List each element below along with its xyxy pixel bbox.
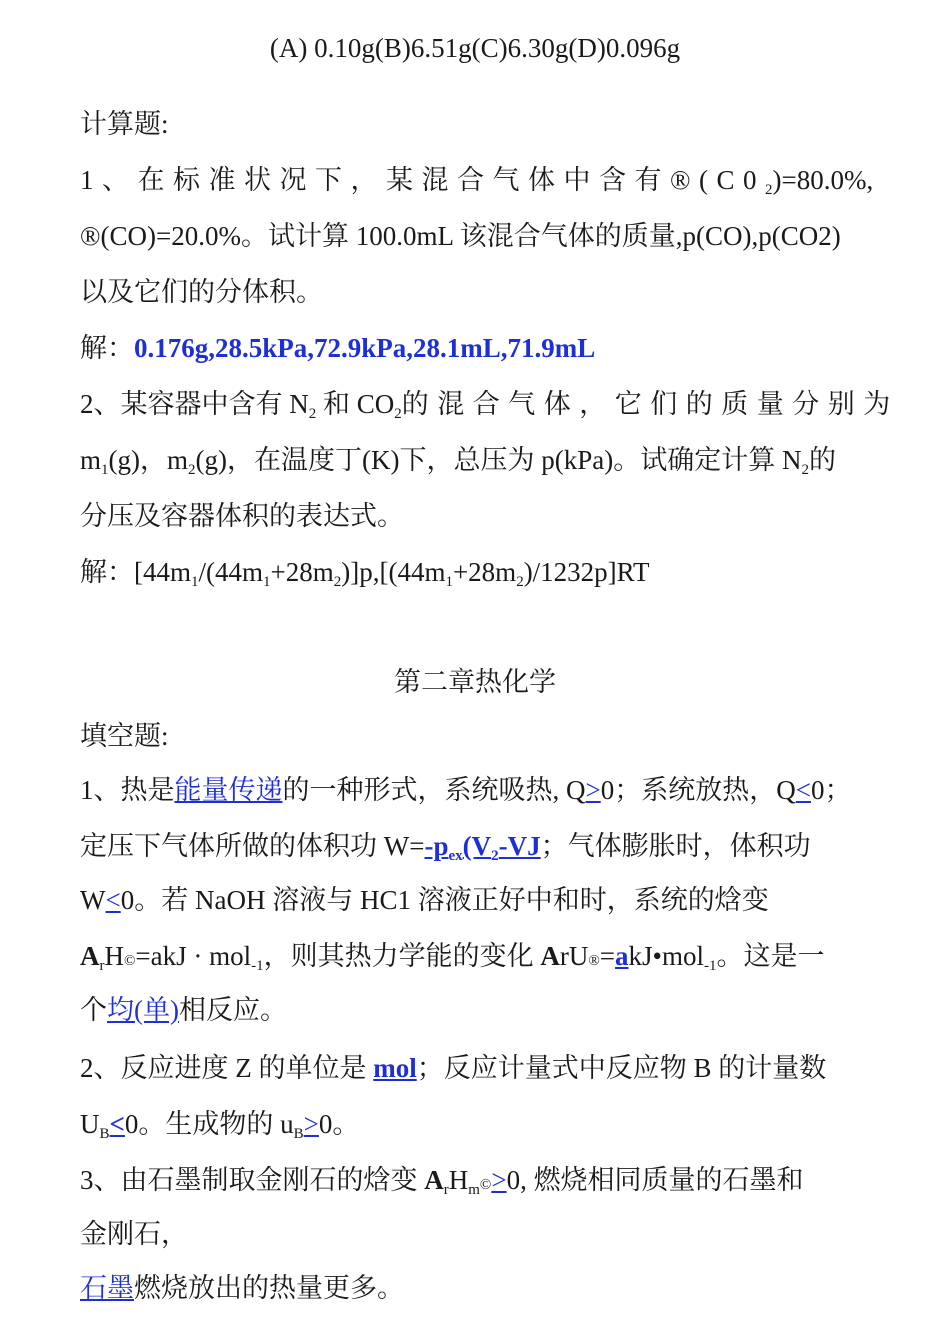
f1-sub: r (99, 958, 105, 974)
q2-sub: 1 (445, 574, 453, 590)
f1-text: ，则其热力学能的变化 (263, 941, 541, 971)
q2-sub: 2 (801, 462, 809, 478)
q1-answer-label: 解： (80, 333, 134, 363)
q2-sub: 2 (333, 574, 342, 590)
f3-text: 金刚石， (80, 1219, 188, 1249)
q2-sub: 1 (263, 574, 271, 590)
q2-ans: )/1232p]RT (523, 557, 650, 587)
q2-l1a: 2、某容器中含有 N (80, 389, 309, 419)
calc-heading (80, 104, 880, 144)
q2-l2c: (g)，在温度丁(K)下，总压为 p(kPa)。试确定计算 N (195, 445, 802, 475)
f2-blank-answer: mol (373, 1053, 417, 1083)
f1-blank-answer: < (795, 775, 811, 805)
f1-blank-answer: a (615, 941, 629, 971)
q2-line-3 (80, 496, 880, 536)
f1-blank-answer: < (105, 885, 121, 915)
f2-sub: B (99, 1126, 110, 1142)
q2-sub: 2 (308, 406, 317, 422)
f3-text: 0, 燃烧相同质量的石墨和 (506, 1165, 804, 1195)
f1-text: =akJ · mol (135, 941, 252, 971)
q2-answer-label: 解： (80, 557, 134, 587)
f3-sub: r (443, 1182, 449, 1198)
q2-line-1 (80, 384, 899, 424)
q2-l2d: 的 (808, 445, 836, 475)
q2-sub: 2 (188, 462, 196, 478)
f3-text: 3、由石墨制取金刚石的焓变 (80, 1165, 425, 1195)
f2-sub: B (293, 1126, 304, 1142)
f3-line-1 (80, 1160, 880, 1200)
f1-blank-answer: 均(单) (107, 995, 179, 1025)
f2-text: 2、反应进度 Z 的单位是 (80, 1053, 374, 1083)
f3-small: © (479, 1177, 492, 1193)
f2-text: U (80, 1109, 100, 1139)
f1-text: H (104, 941, 124, 971)
f1-line-1 (80, 770, 880, 810)
f1-text: kJ•mol (628, 941, 704, 971)
q1-answer-value: 0.176g,28.5kPa,72.9kPa,28.1mL,71.9mL (134, 333, 596, 363)
f1-text: rU (559, 941, 589, 971)
f1-blank-part: -VJ (498, 831, 541, 861)
q2-l1c: 的混合气体，它们的质量分别为 (401, 389, 899, 419)
q1-line-3-text: 以及它们的分体积。 (80, 277, 323, 307)
f1-text: 1、热是 (80, 775, 175, 805)
f1-sub: -1 (703, 958, 717, 974)
f1-blank-answer: > (585, 775, 601, 805)
q2-ans: )]p,[(44m (341, 557, 446, 587)
f2-blank-answer: < (109, 1109, 125, 1139)
f1-text: 相反应。 (178, 995, 287, 1025)
f2-line-1 (80, 1048, 880, 1088)
f1-text: 。这是一 (716, 941, 825, 971)
q2-ans: [44m (134, 557, 191, 587)
f3-line-3 (80, 1268, 880, 1308)
f1-text: 0。若 NaOH 溶液与 HC1 溶液正好中和时，系统的焓变 (120, 885, 769, 915)
q2-l1b: 和 CO (323, 389, 395, 419)
q2-ans: +28m (452, 557, 517, 587)
q1-line-1-end: )=80.0%, (772, 165, 874, 195)
f1-blank-answer: 能量传递 (174, 775, 283, 805)
f1-blank-part: (V (462, 831, 492, 861)
f2-text: 0。 (318, 1109, 360, 1139)
f2-text: 0。生成物的 u (124, 1109, 294, 1139)
f1-line-3 (80, 880, 880, 920)
fill-heading-text: 填空题: (80, 721, 169, 751)
f3-text: H (448, 1165, 469, 1195)
f1-text: 的一种形式，系统吸热, Q (282, 775, 586, 805)
f1-line-4 (80, 936, 880, 976)
q2-ans: /(44m (198, 557, 263, 587)
q2-l2b: (g)，m (108, 445, 188, 475)
q2-line-2 (80, 440, 880, 480)
f2-blank-answer: > (303, 1109, 319, 1139)
f1-text: 0；系统放热，Q (600, 775, 796, 805)
f1-text: 0； (810, 775, 852, 805)
q2-sub: 1 (191, 574, 199, 590)
f1-text: = (599, 941, 616, 971)
f1-line-2 (80, 826, 880, 866)
options-line (0, 28, 950, 68)
f1-text: 定压下气体所做的体积功 W= (80, 831, 425, 861)
f1-small: © (124, 953, 136, 969)
q2-ans: +28m (270, 557, 334, 587)
f3-sub: m (468, 1182, 480, 1198)
f3-blank-answer: 石墨 (80, 1273, 134, 1303)
chapter-title (0, 662, 950, 702)
q1-line-2-text: ®(CO)=20.0%。试计算 100.0mL 该混合气体的质量,p(CO),p(CO2) (80, 221, 841, 251)
q1-sub: 2 (765, 182, 773, 198)
f1-symbol: A (540, 941, 560, 971)
q2-sub: 1 (101, 462, 109, 478)
f2-line-2 (80, 1104, 880, 1144)
f1-sub: -1 (251, 958, 264, 974)
f1-line-5 (80, 990, 880, 1030)
f1-blank-sub: ex (448, 848, 463, 864)
q1-line-3 (80, 272, 880, 312)
fill-heading (80, 716, 880, 756)
f3-text: 燃烧放出的热量更多。 (134, 1273, 404, 1303)
f3-symbol: A (424, 1165, 444, 1195)
q2-sub: 2 (394, 406, 402, 422)
q2-sub: 2 (516, 574, 524, 590)
f1-text: W (80, 885, 106, 915)
q1-line-1 (80, 160, 880, 200)
f3-blank-answer: > (491, 1165, 507, 1195)
q2-line-3-text: 分压及容器体积的表达式。 (80, 501, 404, 531)
q1-line-1-text: 1、在标准状况下，某混合气体中含有®(C0 (80, 165, 766, 195)
f1-blank-part: -p (424, 831, 449, 861)
calc-heading-text: 计算题: (80, 109, 169, 139)
q1-answer (80, 328, 880, 368)
options-text: (A) 0.10g(B)6.51g(C)6.30g(D)0.096g (269, 33, 681, 63)
f1-blank-answer (424, 831, 541, 864)
f1-small: ® (588, 953, 600, 969)
q2-l2a: m (80, 445, 102, 475)
f1-symbol: A (80, 941, 100, 971)
f1-text: 个 (80, 995, 107, 1025)
chapter-title-text: 第二章热化学 (394, 667, 556, 697)
f2-text: ；反应计量式中反应物 B 的计量数 (416, 1053, 827, 1083)
q1-line-2 (80, 216, 880, 256)
f3-line-2 (80, 1214, 880, 1254)
f1-text: ；气体膨胀时，体积功 (540, 831, 811, 861)
q2-answer (80, 552, 880, 592)
f1-blank-sub: 2 (491, 848, 499, 864)
